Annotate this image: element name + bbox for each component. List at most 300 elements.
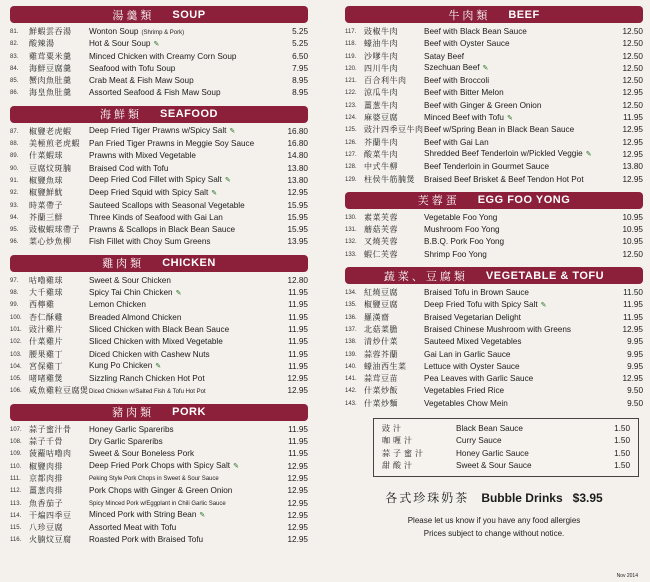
section-title: BEEF — [508, 8, 540, 21]
item-price: 12.95 — [287, 486, 308, 496]
item-name — [424, 398, 617, 410]
item-price: 13.80 — [287, 175, 308, 185]
menu-item — [345, 100, 643, 112]
menu-item — [10, 187, 308, 199]
item-name-cn: 涼瓜牛肉 — [364, 88, 398, 98]
item-number: 109. — [10, 451, 22, 458]
sauce-price: 1.50 — [614, 448, 630, 458]
item-price: 11.95 — [288, 337, 308, 347]
item-price: 12.95 — [622, 137, 643, 147]
menu-item — [10, 38, 308, 50]
item-name-cn: 八珍豆腐 — [29, 523, 63, 533]
item-number: 128. — [345, 164, 357, 171]
item-number: 82. — [10, 41, 19, 48]
item-name — [89, 287, 282, 300]
item-number: 129. — [345, 176, 357, 183]
section-title-cn: 牛肉類 — [448, 8, 491, 22]
item-name-text: Vegetables Chow Mein — [424, 398, 508, 408]
item-name — [89, 485, 282, 497]
item-name-text: Braised Tofu in Brown Sauce — [424, 288, 529, 298]
item-price: 5.25 — [292, 39, 308, 49]
item-name — [89, 534, 282, 546]
item-name-text: Sweet & Sour Boneless Pork — [89, 449, 195, 459]
item-name — [424, 137, 617, 149]
item-price: 12.50 — [622, 39, 643, 49]
menu-item — [345, 161, 643, 173]
menu-item — [10, 385, 308, 397]
item-name — [89, 63, 282, 75]
item-price: 12.95 — [287, 523, 308, 533]
bubble-drinks — [345, 489, 643, 506]
menu-item — [10, 361, 308, 373]
item-name — [89, 522, 282, 534]
menu-item — [345, 149, 643, 161]
item-name — [89, 26, 282, 39]
item-name-cn: 什菜炒麵 — [364, 398, 398, 408]
item-number: 139. — [345, 351, 357, 358]
item-price: 12.50 — [622, 63, 643, 73]
item-name — [424, 38, 617, 50]
item-price: 12.50 — [622, 51, 643, 61]
menu-item — [345, 38, 643, 50]
menu-item — [10, 498, 308, 510]
item-number: 84. — [10, 65, 19, 72]
item-name-text: Diced Chicken with Cashew Nuts — [89, 349, 210, 359]
item-name-text: Braised Vegetarian Delight — [424, 312, 521, 322]
item-name — [89, 336, 282, 348]
item-number: 104. — [10, 363, 22, 370]
item-name-text: Beef w/Spring Bean in Black Bean Sauce — [424, 125, 575, 135]
item-number: 81. — [10, 29, 19, 35]
item-number: 120. — [345, 65, 357, 72]
item-name-text: Wonton Soup — [89, 26, 139, 36]
menu-item — [10, 461, 308, 473]
item-number: 86. — [10, 90, 19, 97]
menu-item — [10, 75, 308, 87]
item-name-cn: 雞茸粟米羹 — [29, 51, 72, 61]
section-chicken — [10, 255, 308, 398]
item-price: 10.95 — [622, 237, 643, 247]
item-price: 15.95 — [287, 225, 308, 235]
item-name — [424, 75, 617, 87]
item-number: 119. — [345, 53, 357, 60]
item-number: 110. — [10, 463, 22, 470]
item-name-cn: 蒜子千骨 — [29, 437, 63, 447]
item-price: 12.80 — [287, 275, 308, 285]
item-price: 8.95 — [292, 76, 308, 86]
item-price: 7.95 — [292, 63, 308, 73]
menu-item — [345, 324, 643, 336]
item-name-text: Crab Meat & Fish Maw Soup — [89, 76, 194, 86]
item-number: 89. — [10, 153, 19, 160]
item-name-cn: 蘑菇芙蓉 — [364, 225, 398, 235]
item-price: 12.95 — [622, 174, 643, 184]
item-name — [424, 148, 617, 161]
item-price: 12.95 — [287, 535, 308, 545]
item-name-cn: 蠔油牛肉 — [364, 39, 398, 49]
item-price: 12.95 — [622, 88, 643, 98]
item-name-cn: 椒鹽鮮魷 — [29, 188, 63, 198]
item-number: 85. — [10, 78, 19, 85]
item-price: 12.95 — [287, 473, 308, 483]
section-header — [10, 6, 308, 23]
item-price: 12.95 — [622, 374, 643, 384]
menu-item — [345, 224, 643, 236]
item-price: 12.95 — [622, 125, 643, 135]
item-name — [424, 324, 617, 336]
item-name-text: Hot & Sour Soup — [89, 38, 151, 48]
menu-item — [345, 75, 643, 87]
menu-item — [345, 87, 643, 99]
menu-item — [10, 163, 308, 175]
item-number: 138. — [345, 339, 357, 346]
menu-item — [10, 312, 308, 324]
item-number: 136. — [345, 314, 357, 321]
menu-item — [10, 510, 308, 522]
section-title: PORK — [172, 406, 206, 419]
item-number: 127. — [345, 151, 357, 158]
item-name — [89, 87, 282, 99]
item-price: 11.95 — [288, 288, 308, 298]
menu-item — [345, 373, 643, 385]
item-name — [89, 125, 282, 138]
item-name-text: Beef Tenderloin in Gourmet Sauce — [424, 162, 550, 172]
item-price: 12.50 — [622, 100, 643, 110]
menu-item — [345, 63, 643, 75]
right-column — [345, 6, 643, 540]
item-price: 12.95 — [287, 498, 308, 508]
menu-item — [345, 124, 643, 136]
item-name-cn: 咕嚕雞球 — [29, 275, 63, 285]
item-price: 13.95 — [287, 237, 308, 247]
item-name-cn: 豉汁雞片 — [29, 324, 63, 334]
item-name-cn: 柱侯牛筋腩煲 — [364, 174, 415, 184]
menu-item — [345, 287, 643, 299]
section-pork — [10, 404, 308, 547]
item-name-cn: 中式牛柳 — [364, 162, 398, 172]
item-name-text: Beef with Ginger & Green Onion — [424, 100, 542, 110]
item-name-cn: 什菜炒飯 — [364, 386, 398, 396]
item-number: 94. — [10, 214, 19, 221]
section-header — [345, 192, 643, 209]
item-name-cn: 大千雞球 — [29, 288, 63, 298]
item-name-cn: 魚香茄子 — [29, 498, 63, 508]
sauce-name: Black Bean Sauce — [456, 424, 523, 434]
item-name-cn: 蠔油西生菜 — [364, 361, 407, 371]
item-number: 106. — [10, 388, 22, 395]
menu-item — [345, 361, 643, 373]
item-name-cn: 京都肉排 — [29, 473, 63, 483]
sauce-name: Curry Sauce — [456, 436, 502, 446]
item-name-text: Breaded Almond Chicken — [89, 312, 182, 322]
menu-item — [345, 312, 643, 324]
section-header — [10, 255, 308, 272]
item-note: (Shrimp & Pork) — [141, 29, 185, 36]
item-name-text: Honey Garlic Spareribs — [89, 424, 174, 434]
item-name — [89, 472, 282, 485]
item-price: 14.80 — [287, 151, 308, 161]
item-name-text: Kung Po Chicken — [89, 361, 153, 371]
chili-pepper-icon: ✎ — [211, 189, 218, 197]
item-name-cn: 腰果雞丁 — [29, 349, 63, 359]
section-vegetable-tofu — [345, 267, 643, 410]
section-title-cn: 蔬菜、豆腐類 — [383, 269, 468, 283]
item-name — [89, 312, 282, 324]
item-name — [89, 212, 282, 224]
item-name — [89, 424, 282, 436]
item-number: 143. — [345, 400, 357, 407]
item-name-text: Peking Style Pork Chops in Sweet & Sour Sauce — [89, 476, 219, 483]
item-name-cn: 酸辣湯 — [29, 39, 55, 49]
item-name — [424, 236, 617, 248]
section-title-cn: 海鮮類 — [100, 108, 143, 122]
item-price: 15.95 — [287, 200, 308, 210]
chili-pepper-icon: ✎ — [233, 463, 239, 471]
item-name — [89, 174, 282, 187]
item-name-cn: 椒鹽肉排 — [29, 461, 63, 471]
item-price: 12.95 — [287, 374, 308, 384]
item-price: 10.95 — [622, 212, 643, 222]
item-number: 121. — [345, 78, 357, 85]
item-name-text: Diced Chicken w/Salted Fish & Tofu Hot Pot — [89, 388, 206, 395]
item-name-cn: 美極煎老虎蝦 — [29, 139, 80, 149]
chili-pepper-icon: ✎ — [155, 363, 162, 371]
item-name — [424, 51, 617, 63]
item-name-text: Assorted Seafood & Fish Maw Soup — [89, 88, 221, 98]
item-name-text: Gai Lan in Garlic Sauce — [424, 349, 511, 359]
item-name-cn: 薑葱肉排 — [29, 486, 63, 496]
item-name-text: Minced Pork with String Bean — [89, 510, 197, 520]
item-name — [424, 87, 617, 99]
menu-item — [345, 26, 643, 38]
item-name-cn: 豉椒牛肉 — [364, 27, 398, 36]
item-name — [89, 509, 282, 522]
menu-item — [10, 275, 308, 287]
menu-item — [345, 299, 643, 311]
item-name-cn: 椒鹽豆腐 — [364, 300, 398, 310]
item-name-cn: 羅漢齋 — [364, 312, 390, 322]
item-number: 92. — [10, 190, 19, 197]
chili-pepper-icon: ✎ — [175, 289, 182, 297]
item-name-cn: 酸菜牛肉 — [364, 149, 398, 159]
item-number: 122. — [345, 90, 357, 97]
item-price: 12.95 — [287, 510, 308, 520]
menu-item — [10, 287, 308, 299]
item-name-cn: 麻婆豆腐 — [364, 113, 398, 123]
sauce-price: 1.50 — [614, 436, 630, 446]
item-name-text: Beef with Oyster Sauce — [424, 39, 510, 49]
menu-item — [10, 324, 308, 336]
item-name-text: B.B.Q. Pork Foo Yong — [424, 237, 505, 247]
bubble-drinks-price: $3.95 — [572, 491, 603, 506]
price-note: Prices subject to change without notice. — [423, 529, 565, 539]
item-name-text: Sliced Chicken with Mixed Vegetable — [89, 337, 223, 347]
menu-item — [10, 63, 308, 75]
item-number: 96. — [10, 239, 19, 246]
sauce-box — [373, 418, 639, 477]
item-number: 87. — [10, 128, 19, 135]
item-name-text: Braised Chinese Mushroom with Greens — [424, 324, 571, 334]
item-name-text: Sauteed Mixed Vegetables — [424, 337, 522, 347]
item-name-cn: 什菜蝦球 — [29, 151, 63, 161]
item-price: 9.95 — [627, 361, 643, 371]
sauce-name-cn: 甜酸汁 — [382, 460, 415, 470]
item-name-text: Mushroom Foo Yong — [424, 225, 500, 235]
item-name-cn: 時菜帶子 — [29, 200, 63, 210]
menu-item — [10, 236, 308, 248]
item-price: 12.50 — [622, 27, 643, 36]
menu-item — [345, 137, 643, 149]
item-number: 142. — [345, 388, 357, 395]
item-name-text: Pea Leaves with Garlic Sauce — [424, 374, 534, 384]
item-name-cn: 紅燒豆腐 — [364, 288, 398, 298]
item-name-text: Dry Garlic Spareribs — [89, 437, 163, 447]
item-name-text: Spicy Tai Chin Chicken — [89, 287, 173, 297]
section-seafood — [10, 106, 308, 249]
item-name — [424, 224, 617, 236]
item-name-text: Satay Beef — [424, 51, 465, 61]
menu-item — [345, 249, 643, 261]
section-title: VEGETABLE & TOFU — [485, 269, 605, 282]
item-price: 12.95 — [287, 461, 308, 471]
item-name — [89, 373, 282, 385]
section-header — [10, 404, 308, 421]
menu-item — [10, 126, 308, 138]
item-number: 133. — [345, 251, 357, 258]
menu-item — [345, 174, 643, 186]
item-name-cn: 沙嗲牛肉 — [364, 51, 398, 61]
bubble-drinks-cn: 各式珍珠奶茶 — [385, 491, 470, 506]
item-name — [424, 124, 617, 136]
item-name-cn: 豆腐炆斑腩 — [29, 163, 72, 173]
item-number: 114. — [10, 512, 22, 519]
item-name-text: Prawns with Mixed Vegetable — [89, 151, 196, 161]
item-name-cn: 海鮮豆腐羹 — [29, 63, 72, 73]
chili-pepper-icon: ✎ — [199, 512, 206, 520]
menu-item — [345, 385, 643, 397]
item-name-text: Pan Fried Tiger Prawns in Meggie Soy Sauce — [89, 139, 255, 149]
menu-item — [345, 212, 643, 224]
item-name-cn: 蒜茸豆苗 — [364, 374, 398, 384]
item-name — [424, 385, 617, 397]
item-name — [89, 275, 282, 287]
item-name — [424, 299, 617, 312]
item-price: 16.80 — [287, 139, 308, 149]
item-number: 103. — [10, 351, 22, 358]
item-number: 140. — [345, 363, 357, 370]
item-name — [89, 51, 282, 63]
item-name-cn: 西檸雞 — [29, 300, 55, 310]
item-price: 16.80 — [287, 126, 308, 136]
item-name-text: Shrimp Foo Yong — [424, 249, 487, 259]
section-header — [345, 6, 643, 23]
item-number: 90. — [10, 165, 19, 172]
sauce-item — [382, 435, 630, 447]
item-number: 126. — [345, 139, 357, 146]
item-price: 5.25 — [292, 27, 308, 36]
item-name-cn: 清炒什菜 — [364, 337, 398, 347]
section-title-cn: 芙蓉蛋 — [417, 194, 460, 208]
section-title-cn: 豬肉類 — [112, 406, 155, 420]
item-name — [424, 62, 617, 75]
sauce-price: 1.50 — [614, 460, 630, 470]
item-name — [424, 312, 617, 324]
sauce-item — [382, 448, 630, 460]
item-price: 12.95 — [287, 386, 308, 396]
item-name-text: Braised Cod with Tofu — [89, 163, 169, 173]
item-price: 11.95 — [623, 300, 643, 310]
item-number: 141. — [345, 376, 357, 383]
item-price: 13.80 — [622, 162, 643, 172]
item-name-text: Deep Fried Pork Chops with Spicy Salt — [89, 461, 231, 471]
section-title: CHICKEN — [162, 257, 216, 270]
item-price: 9.50 — [627, 398, 643, 408]
item-name — [424, 212, 617, 224]
item-price: 11.50 — [623, 288, 643, 298]
item-name-cn: 啫啫雞煲 — [29, 374, 63, 384]
item-name-cn: 豉汁四季豆牛肉 — [364, 125, 424, 135]
item-name — [424, 349, 617, 361]
item-price: 11.95 — [288, 424, 308, 434]
allergy-note: Please let us know if you have any food allergies — [407, 516, 581, 526]
item-name — [89, 349, 282, 361]
item-price: 12.95 — [622, 324, 643, 334]
item-name — [424, 100, 617, 112]
item-number: 117. — [345, 29, 357, 35]
chili-pepper-icon: ✎ — [224, 177, 231, 185]
item-name-cn: 干煸四季豆 — [29, 510, 72, 520]
item-name — [89, 75, 282, 87]
item-name — [89, 236, 282, 248]
menu-item — [345, 398, 643, 410]
item-number: 111. — [10, 475, 21, 482]
item-name — [89, 360, 282, 373]
chili-pepper-icon: ✎ — [482, 65, 489, 73]
item-price: 9.50 — [627, 386, 643, 396]
item-number: 137. — [345, 326, 357, 333]
item-name — [89, 150, 282, 162]
item-price: 9.95 — [627, 337, 643, 347]
item-name-cn: 百合利牛肉 — [364, 76, 407, 86]
item-name-text: Beef with Bitter Melon — [424, 88, 504, 98]
item-name — [89, 299, 282, 311]
chili-pepper-icon: ✎ — [540, 301, 547, 309]
sauce-price: 1.50 — [614, 424, 630, 434]
item-name-cn: 芥蘭牛肉 — [364, 137, 398, 147]
item-name-text: Shredded Beef Tenderloin w/Pickled Veggie — [424, 149, 583, 159]
item-number: 93. — [10, 202, 19, 209]
item-price: 15.95 — [287, 212, 308, 222]
item-name-text: Szechuan Beef — [424, 63, 480, 73]
item-price: 10.95 — [622, 225, 643, 235]
item-name-text: Lemon Chicken — [89, 300, 146, 310]
item-name-cn: 菠蘿咕嚕肉 — [29, 449, 72, 459]
item-name-cn: 火腩炆豆腐 — [29, 535, 72, 545]
item-number: 123. — [345, 102, 357, 109]
item-name-cn: 薑葱牛肉 — [364, 100, 398, 110]
item-name — [89, 187, 282, 200]
section-header — [10, 106, 308, 123]
sauce-name: Sweet & Sour Sauce — [456, 460, 532, 470]
item-price: 11.95 — [288, 324, 308, 334]
item-number: 116. — [10, 537, 22, 544]
item-name — [424, 174, 617, 186]
item-number: 132. — [345, 239, 357, 246]
left-column — [10, 6, 308, 553]
section-beef — [345, 6, 643, 186]
item-name-text: Vegetable Foo Yong — [424, 212, 498, 222]
section-header — [345, 267, 643, 284]
